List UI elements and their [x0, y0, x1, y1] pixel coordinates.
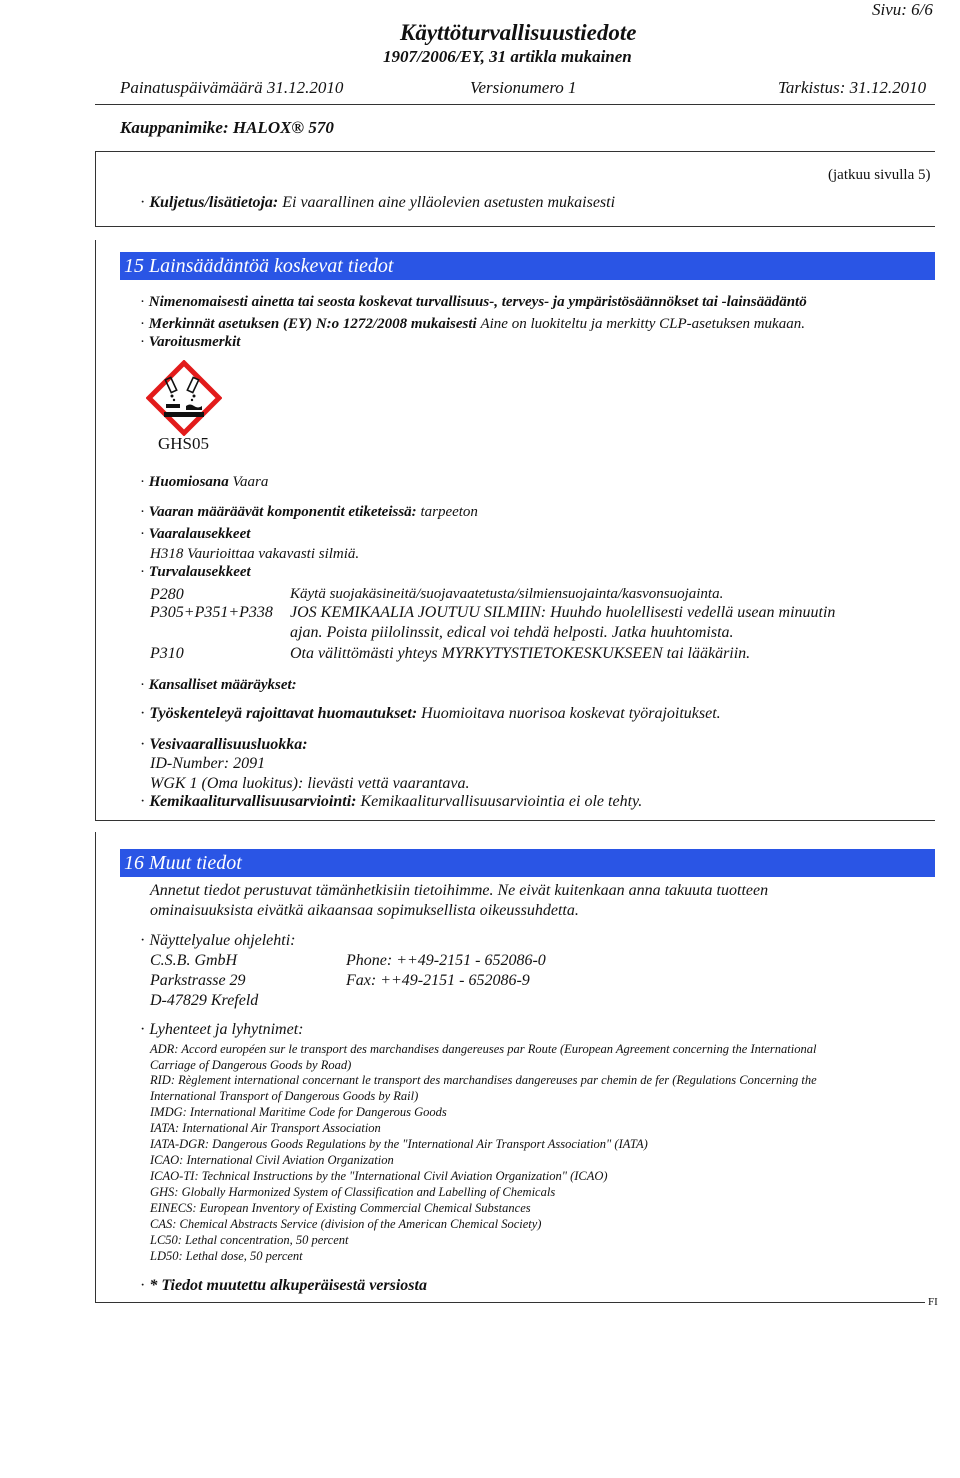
precaution-text: Käytä suojakäsineitä/suojavaatetusta/silmiensuojainta/kasvonsuojainta.: [290, 586, 724, 602]
components-line: [140, 504, 478, 521]
header-rule: [95, 104, 935, 105]
work-restrictions-label: Työskenteleyä rajoittavat huomautukset:: [149, 705, 418, 722]
bullet: ·: [140, 677, 145, 693]
bullet: ·: [140, 736, 146, 753]
precaution-code: P305+P351+P338: [150, 604, 273, 621]
document-title: Käyttöturvallisuustiedote: [400, 20, 637, 45]
regulation-line: [140, 294, 807, 311]
section15-header: [120, 252, 935, 280]
transport-line: [140, 194, 615, 212]
bullet: ·: [140, 316, 145, 332]
bullet: ·: [140, 1021, 146, 1038]
issuer-fax: Fax: ++49-2151 - 652086-9: [346, 972, 530, 989]
section16-header: [120, 849, 935, 877]
water-hazard-id: ID-Number: 2091: [150, 755, 266, 772]
hazard-statement-h318: H318 Vaurioittaa vakavasti silmiä.: [150, 546, 360, 562]
section15-rule: [95, 820, 935, 821]
pictogram-code: GHS05: [158, 434, 210, 453]
bullet: ·: [140, 705, 146, 722]
bullet: ·: [140, 474, 145, 490]
issuer-line: [140, 932, 296, 950]
pictograms-line: [140, 334, 240, 351]
abbreviation-item: ADR: Accord européen sur le transport des marchandises dangereuses par Route (European Agreement concerning the International: [150, 1042, 817, 1056]
abbreviation-item: LC50: Lethal concentration, 50 percent: [150, 1233, 349, 1247]
issuer-company: C.S.B. GmbH: [150, 952, 238, 969]
page-number: Sivu: 6/6: [872, 0, 933, 19]
transport-label: Kuljetus/lisätietoja:: [149, 194, 279, 211]
section15-title: 15 Lainsäädäntöä koskevat tiedot: [124, 255, 394, 277]
bullet: ·: [140, 1277, 146, 1294]
labelling-text: Aine on luokiteltu ja merkitty CLP-asetuksen mukaan.: [480, 316, 805, 332]
precautionary-statements-line: [140, 564, 251, 581]
national-regulations-label: Kansalliset määräykset:: [148, 677, 297, 693]
bullet: ·: [140, 564, 145, 580]
section15-margin-rule: [95, 240, 96, 820]
issuer-label: Näyttelyalue ohjelehti:: [149, 932, 296, 949]
trade-name: Kauppanimike: HALOX® 570: [120, 118, 334, 137]
hazard-statements-line: [140, 526, 250, 543]
document-subtitle: 1907/2006/EY, 31 artikla mukainen: [383, 47, 632, 66]
transport-text: Ei vaarallinen aine ylläolevien asetusten mukaisesti: [282, 194, 616, 211]
changed-note: * Tiedot muutettu alkuperäisestä versiosta: [149, 1277, 427, 1294]
signal-word-value: Vaara: [232, 474, 269, 490]
components-value: tarpeeton: [420, 504, 478, 520]
precaution-text: JOS KEMIKAALIA JOUTUU SILMIIN: Huuhdo huolellisesti vedellä usean minuutin: [290, 604, 836, 621]
section16-margin-rule: [95, 832, 96, 1302]
left-margin-rule: [95, 151, 96, 226]
bullet: ·: [140, 194, 146, 211]
chemical-safety-line: [140, 793, 642, 811]
precaution-code: P310: [150, 645, 184, 662]
issuer-city: D-47829 Krefeld: [150, 992, 259, 1009]
hazard-statements-label: Vaaralausekkeet: [148, 526, 251, 542]
disclaimer-line-2: ominaisuuksista eivätkä aikaansaa sopimuksellista oikeussuhdetta.: [150, 902, 579, 919]
chemical-safety-label: Kemikaaliturvallisuusarviointi:: [149, 793, 357, 810]
work-restrictions-text: Huomioitava nuorisoa koskevat työrajoitukset.: [421, 705, 721, 722]
abbreviation-item: LD50: Lethal dose, 50 percent: [150, 1249, 303, 1263]
national-regulations-line: [140, 677, 297, 694]
issuer-phone: Phone: ++49-2151 - 652086-0: [346, 952, 546, 969]
abbreviation-item: EINECS: European Inventory of Existing Commercial Chemical Substances: [150, 1201, 531, 1215]
abbreviation-item: Carriage of Dangerous Goods by Road): [150, 1058, 352, 1072]
abbreviation-item: GHS: Globally Harmonized System of Classification and Labelling of Chemicals: [150, 1185, 556, 1199]
water-hazard-wgk: WGK 1 (Oma luokitus): lievästi vettä vaarantava.: [150, 775, 470, 792]
print-date: Painatuspäivämäärä 31.12.2010: [120, 78, 344, 97]
section16-title: 16 Muut tiedot: [124, 852, 242, 874]
trade-name-rule: [95, 151, 935, 152]
precaution-text: Ota välittömästi yhteys MYRKYTYSTIETOKESKUKSEEN tai lääkäriin.: [290, 645, 751, 662]
regulation-text: Nimenomaisesti ainetta tai seosta koskevat turvallisuus-, terveys- ja ympäristösäännökset tai -lainsäädäntö: [148, 294, 807, 310]
abbreviation-item: IATA-DGR: Dangerous Goods Regulations by the "International Air Transport Association" (IATA): [150, 1137, 648, 1151]
disclaimer-line-1: Annetut tiedot perustuvat tämänhetkisiin tietoihimme. Ne eivät kuitenkaan anna takuuta tuotteen: [150, 882, 769, 899]
abbreviation-item: IATA: International Air Transport Association: [150, 1121, 381, 1135]
abbreviation-item: IMDG: International Maritime Code for Dangerous Goods: [150, 1105, 447, 1119]
labelling-label: Merkinnät asetuksen (EY) N:o 1272/2008 mukaisesti: [148, 316, 477, 332]
signal-word-label: Huomiosana: [148, 474, 229, 490]
work-restrictions-line: [140, 705, 721, 723]
precaution-text-continued: ajan. Poista piilolinssit, edical voi tehdä helposti. Jatka huuhtomista.: [290, 624, 734, 641]
bullet: ·: [140, 793, 146, 810]
abbreviations-label: Lyhenteet ja lyhytnimet:: [149, 1021, 304, 1038]
footer-rule: [95, 1302, 925, 1303]
continued-note: (jatkuu sivulla 5): [828, 167, 931, 183]
abbreviations-line: [140, 1021, 303, 1039]
abbreviation-item: ICAO-TI: Technical Instructions by the "International Civil Aviation Organization" (ICAO): [150, 1169, 608, 1183]
ghs05-corrosion-icon: [146, 360, 222, 436]
bullet: ·: [140, 932, 146, 949]
language-code: FI: [928, 1296, 938, 1308]
changed-note-line: [140, 1277, 427, 1295]
bullet: ·: [140, 526, 145, 542]
issuer-street: Parkstrasse 29: [150, 972, 246, 989]
transport-rule: [95, 226, 935, 227]
abbreviation-item: CAS: Chemical Abstracts Service (division of the American Chemical Society): [150, 1217, 542, 1231]
version-number: Versionumero 1: [470, 78, 577, 97]
precaution-code: P280: [150, 586, 184, 603]
bullet: ·: [140, 504, 145, 520]
labelling-line: [140, 316, 805, 333]
precautionary-statements-label: Turvalausekkeet: [148, 564, 251, 580]
water-hazard-label: Vesivaarallisuusluokka:: [149, 736, 308, 753]
abbreviation-item: RID: Règlement international concernant le transport des marchandises dangereuses par chemin de fer (Regulations Concerning the: [150, 1073, 817, 1087]
bullet: ·: [140, 294, 145, 310]
water-hazard-line: [140, 736, 308, 754]
abbreviation-item: ICAO: International Civil Aviation Organization: [150, 1153, 394, 1167]
signal-word-line: [140, 474, 268, 491]
revision-date: Tarkistus: 31.12.2010: [778, 78, 927, 97]
bullet: ·: [140, 334, 145, 350]
abbreviation-item: International Transport of Dangerous Goods by Rail): [150, 1089, 419, 1103]
components-label: Vaaran määräävät komponentit etiketeissä:: [148, 504, 417, 520]
chemical-safety-text: Kemikaaliturvallisuusarviointia ei ole tehty.: [360, 793, 643, 810]
pictograms-label: Varoitusmerkit: [148, 334, 241, 350]
